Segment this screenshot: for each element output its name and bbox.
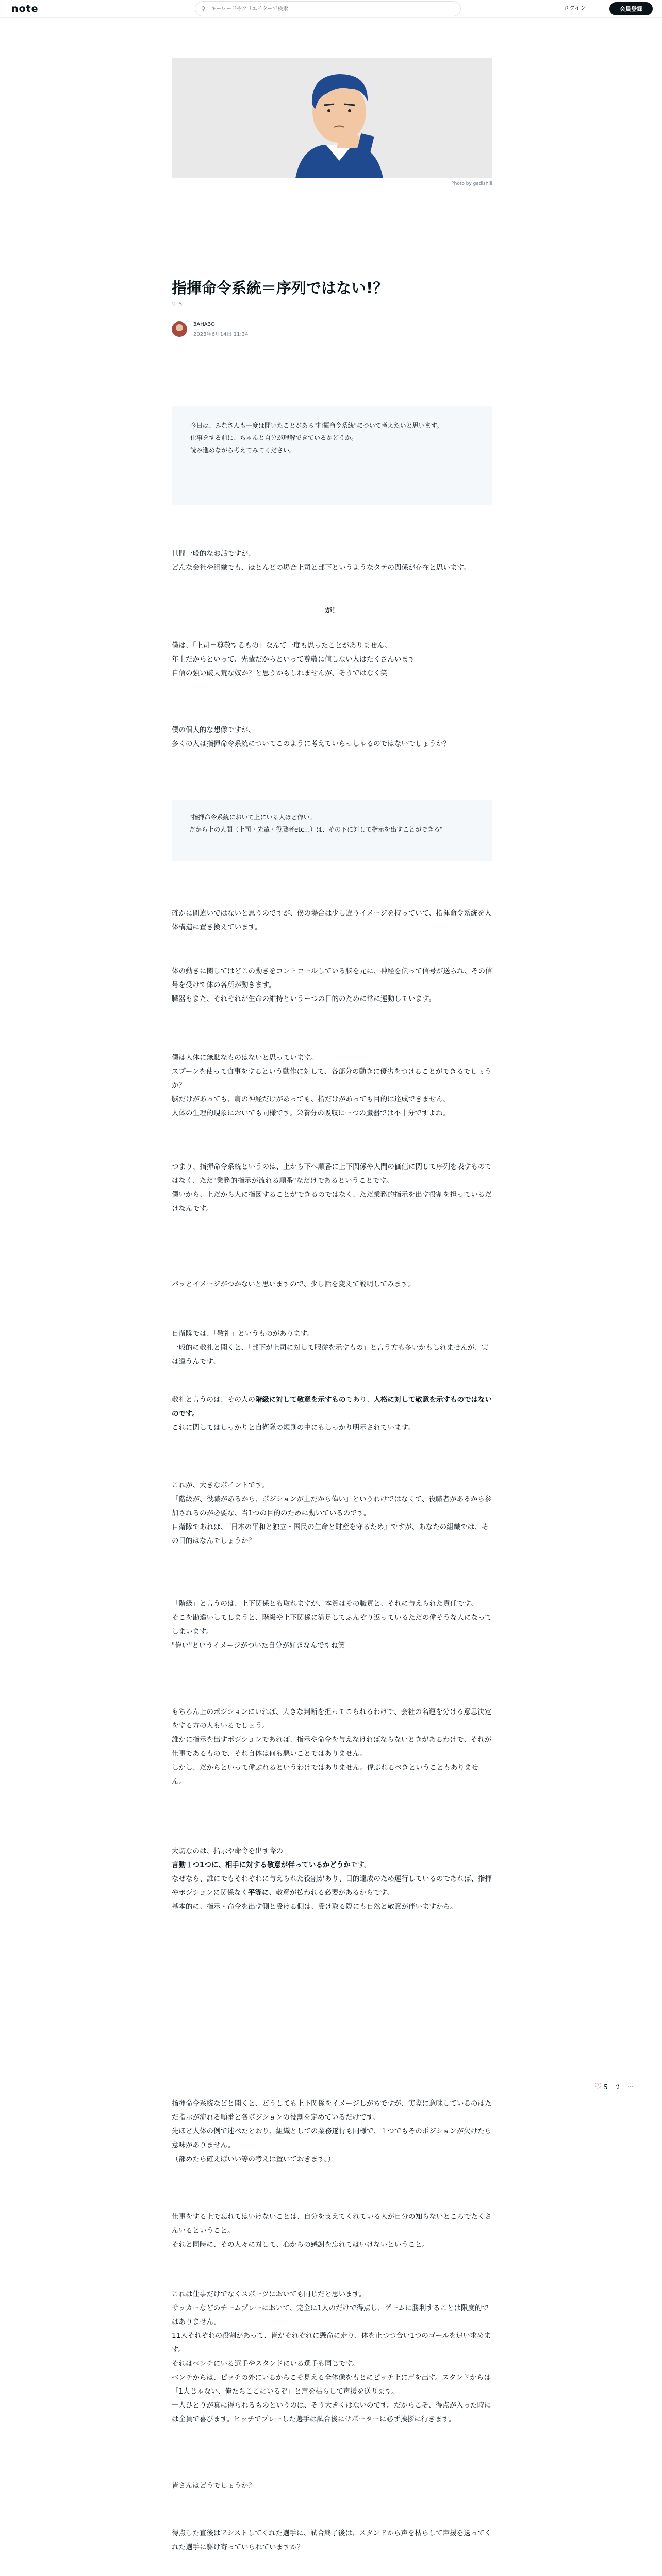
emphasis-paragraph: が！ bbox=[325, 606, 339, 615]
article-title: 指揮命令系統＝序列ではない!？ bbox=[172, 279, 388, 297]
note-logo[interactable]: note bbox=[11, 3, 39, 14]
paragraph: 得点した直後はアシストしてくれた選手に、試合終了後は、スタンドから声を枯らして声援を送ってくれた選手に駆け寄っていられていますか？ bbox=[172, 2529, 492, 2551]
paragraph: もちろん上のポジションにいれば、大きな判断を担ってこられるわけで、会社の名運を分ける意思決定をする方の人もいるでしょう。 誰かに指示を出すポジションであれば、指示や命令を与えなければならないときがあるわけで、それが仕事であるもので、それ自体は何も悪いことではありません。 しかし、だからといって偉ぶれるというわけではありません。偉ぶれるべきということもありません。 bbox=[172, 1708, 492, 1786]
publish-date: 2023年6月14日 11:34 bbox=[193, 332, 249, 337]
paragraph: これが、大きなポイントです。 「階級が、役職があるから、ポジションが上だから偉い」というわけではなくて、役職者があるから参加されるのが必要な、当1つの目的のために動いているのです。 自衛隊であれば、『日本の平和と独立・国民の生命と財産を守るため』ですが、あなたの組織では、その目的はなんでしょうか？ bbox=[172, 1481, 492, 1545]
share-icon[interactable]: ⇧ bbox=[615, 2082, 620, 2090]
floating-action-bar bbox=[594, 2081, 634, 2091]
search-input[interactable] bbox=[211, 6, 448, 12]
heart-icon: ♡ bbox=[172, 301, 177, 308]
like-count-top[interactable]: ♡ 5 bbox=[172, 301, 183, 308]
intro-line: 仕事をする前に、ちゃんと自分が理解できているかどうか。 bbox=[190, 434, 358, 442]
paragraph: これは仕事だけでなくスポーツにおいても同じだと思います。 サッカーなどのチームプレーにおいて、完全に1人のだけで得点し、ゲームに勝利することは限度的ではありません。 11人それぞれの役割があって、皆がそれぞれに懸命に走り、体を止つつ合い1つのゴールを追い求めます。 それはベンチにいる選手やスタンドにいる選手も同じです。 ベンチからは、ピッチの外にいるからこそ見える全体像をもとにピッチ上に声を出す。スタンドからは「1人じゃない、俺たちここにいるぞ」と声を枯らして声援を送ります。 一人ひとりが真に得られるものというのは、そう大きくはないのです。だからこそ、得点が入った時には全員で喜びます。ピッチでプレーした選手は試合後にサポーターに必ず挨拶に行きます。 bbox=[172, 2290, 491, 2424]
search-box[interactable] bbox=[195, 1, 461, 16]
avatar[interactable] bbox=[172, 321, 187, 337]
login-link[interactable]: ログイン bbox=[564, 5, 586, 11]
author-block[interactable] bbox=[172, 321, 249, 337]
search-icon: ⚲ bbox=[201, 5, 206, 12]
paragraph: 体の動きに関してはどこの動きをコントロールしている脳を元に、神経を伝って信号が送られ、その信号を受けて体の各所が動きます。 臓器もまた、それぞれが生命の維持というーつの目的のために常に運動しています。 bbox=[172, 967, 492, 1003]
intro-line: 読み進めながら考えてみてください。 bbox=[190, 447, 296, 454]
paragraph: 大切なのは、指示や命令を出す際の 言動１つ1つに、相手に対する敬意が伴っているかどうかです。 なぜなら、誰にでもそれぞれに与えられた役割があり、目的達成のため運行しているのであれば、指揮やポジションに関係なく平等に、敬意が払われる必要があるからです。 基本的に、指示・命令を出す側と受ける側は、受け取る際にも自然と敬意が伴いますから。 bbox=[172, 1847, 492, 1911]
paragraph: 指揮命令系統などと聞くと、どうしても上下関係をイメージしがちですが、実際に意味しているのはただ指示が流れる順番と各ポジションの役割を定めているだけです。 先ほど人体の例で述べたとおり、組織としての業務遂行も同様で、１つでもそのポジションが欠けたら意味がありません。 （部めたら確えばいい等の考えは置いておきます。） bbox=[172, 2099, 492, 2163]
paragraph: 「階級」と言うのは、上下関係とも取れますが、本質はその職責と、それに与えられた責任です。 そこを勘違いしてしまうと、階級や上下関係に満足してふんぞり返っているただの偉そうな人になってしまいます。 "偉い"というイメージがついた自分が好きなんですね笑 bbox=[172, 1600, 492, 1650]
author-name[interactable]: ЗАНАЗО bbox=[193, 321, 215, 327]
paragraph: 僕は人体に無駄なものはないと思っています。 スプーンを使って食事をするという動作に対して、各部分の動きに優劣をつけることができるでしょうか？ 脳だけがあっても、肩の神経だけがあっても、指だけがあっても目的は達成できません。 人体の生理的現象においても同様です。栄養分の吸収にーつの臓器では不十分ですよね。 bbox=[172, 1054, 491, 1117]
paragraph: 自衛隊では、「敬礼」というものがあります。 一般的に敬礼と聞くと、「部下が上司に対して服従を示すもの」と言う方も多いかもしれませんが、実は違うんです。 bbox=[172, 1330, 489, 1366]
intro-box bbox=[172, 406, 492, 505]
paragraph: 僕の個人的な想像ですが、 多くの人は指揮命令系統についてこのように考えていらっしゃるのではないでしょうか？ bbox=[172, 726, 450, 748]
paragraph: つまり、指揮命令系統というのは、上から下へ順番に上下関係や人間の価値に関して序列を表すものではなく、ただ"業務的指示が流れる順番"なだけであるということです。 僕いから、上だから人に指図することができるのではなく、ただ業務的指示を出す役割を担っているだけなんです。 bbox=[172, 1163, 492, 1213]
paragraph: 仕事をする上で忘れてはいけないことは、自分を支えてくれている人が自分の知らないところでたくさんいるということ。 それと同時に、その人々に対して、心からの感謝を忘れてはいけないということ。 bbox=[172, 2213, 492, 2249]
paragraph: 皆さんはどうでしょうか？ bbox=[172, 2482, 255, 2490]
hero-image bbox=[172, 58, 492, 178]
heart-icon: ♡ bbox=[594, 2081, 602, 2091]
more-icon[interactable]: ⋯ bbox=[627, 2082, 634, 2090]
paragraph: 敬礼と言うのは、その人の階級に対して敬意を示すものであり、人格に対して敬意を示すものではないのです。 これに関してはしっかりと自衛隊の規則の中にもしっかり明示されています。 bbox=[172, 1396, 492, 1432]
blockquote: "指揮命令系統において上にいる人ほど偉い。 だから上の人間（上司・先輩・役職者etc...）は、その下に対して指示を出すことができる" bbox=[172, 800, 492, 861]
like-button[interactable]: ♡ 5 bbox=[594, 2081, 608, 2091]
photo-credit: Photo by gadishill bbox=[451, 181, 492, 187]
signup-button[interactable]: 会員登録 bbox=[609, 2, 653, 15]
paragraph: パッとイメージがつかないと思いますので、少し話を変えて説明してみます。 bbox=[172, 1280, 415, 1289]
thinking-man-illustration bbox=[172, 58, 492, 178]
paragraph: 世間一般的なお話ですが、 どんな会社や組織でも、ほとんどの場合上司と部下というようなタテの関係が存在と思います。 bbox=[172, 550, 471, 572]
top-navigation-bar bbox=[0, 0, 662, 18]
intro-line: 今日は、みなさんも一度は聞いたことがある"指揮命令系統"について考えたいと思います。 bbox=[190, 422, 443, 429]
paragraph: 僕は、「上司＝尊敬するもの」なんて一度も思ったことがありません。 年上だからといって、先輩だからといって尊敬に値しない人はたくさんいます 自信の強い破天荒な奴か？と思うかもしれませんが、そうではなく笑 bbox=[172, 641, 416, 677]
paragraph: 確かに間違いではないと思うのですが、僕の場合は少し違うイメージを持っていて、指揮命令系統を人体構造に置き換えています。 bbox=[172, 909, 492, 931]
